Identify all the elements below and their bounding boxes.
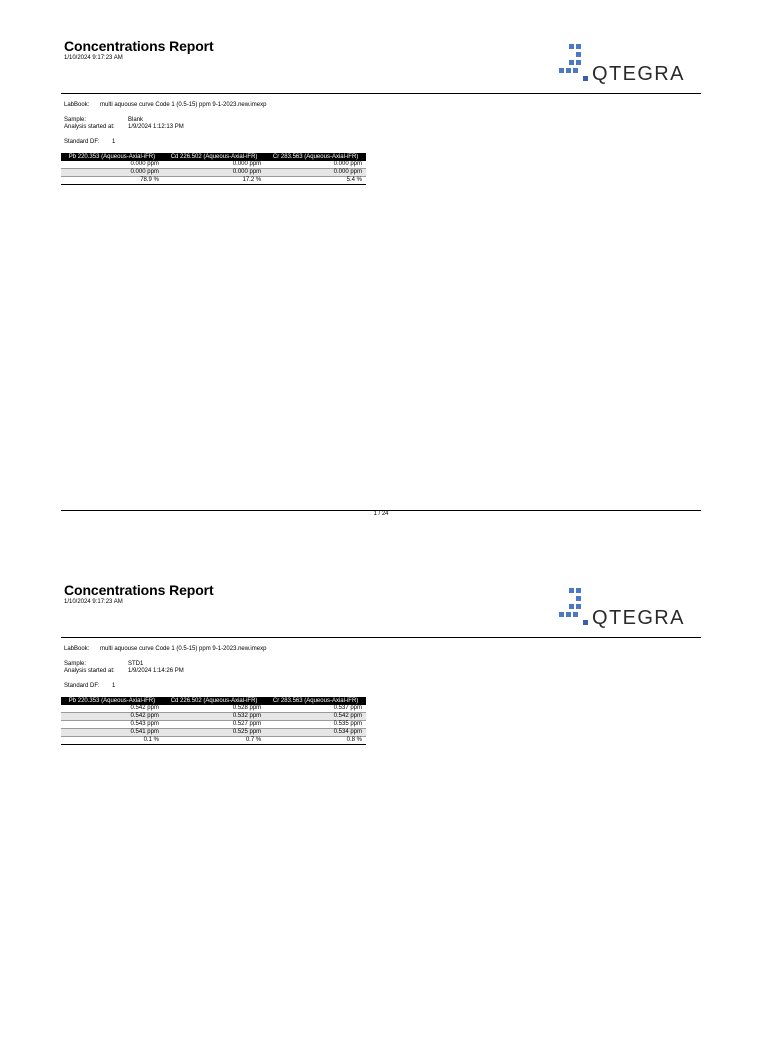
table-cell: 0.000 ppm: [265, 161, 366, 169]
table-cell: 0.542 ppm: [265, 713, 366, 721]
df-value: 1: [112, 139, 116, 145]
column-header-cd: Cd 226.502 (Aqueous-Axial-iFR): [163, 153, 265, 161]
table-cell: 0.543 ppm: [61, 721, 163, 729]
table-cell: 78.9 %: [61, 177, 163, 185]
table-cell: 0.535 ppm: [265, 721, 366, 729]
table-cell: 0.000 ppm: [265, 169, 366, 177]
column-header-cd: Cd 226.502 (Aqueous-Axial-iFR): [163, 697, 265, 705]
column-header-cr: Cr 283.563 (Aqueous-Axial-iFR): [265, 153, 366, 161]
table-row: [61, 161, 366, 169]
table-cell: 0.542 ppm: [61, 713, 163, 721]
table-cell: 0.000 ppm: [163, 161, 265, 169]
table-header-row: [61, 697, 366, 705]
table-row: [61, 713, 366, 721]
table-cell: 0.000 ppm: [61, 169, 163, 177]
table-cell: 0.000 ppm: [163, 169, 265, 177]
logo-wordmark: QTEGRA: [592, 607, 685, 629]
sample-value: STD1: [128, 661, 144, 667]
table-cell: 0.532 ppm: [163, 713, 265, 721]
sample-label: Sample:: [64, 117, 87, 123]
table-cell: 0.525 ppm: [163, 729, 265, 737]
labbook-label: LabBook:: [64, 102, 90, 108]
report-page-2: [0, 544, 768, 1044]
df-label: Standard DF:: [64, 683, 100, 689]
table-cell: 0.8 %: [265, 737, 366, 745]
table-cell: 0.537 ppm: [265, 705, 366, 713]
table-cell: 5.4 %: [265, 177, 366, 185]
labbook-row: [64, 646, 89, 652]
labbook-row: [64, 102, 89, 108]
table-cell: 0.1 %: [61, 737, 163, 745]
table-row-rsd: [61, 737, 366, 745]
table-header-row: [61, 153, 366, 161]
df-row: [64, 683, 100, 689]
report-title: Concentrations Report: [64, 582, 214, 598]
table-row: [61, 705, 366, 713]
report-datetime: 1/10/2024 9:17:23 AM: [64, 55, 123, 61]
labbook-value: multi aquouse curve Code 1 (0.5-15) ppm 9-1-2023.new.imexp: [100, 646, 267, 652]
table-row: [61, 729, 366, 737]
report-title: Concentrations Report: [64, 38, 214, 54]
table-cell: 0.7 %: [163, 737, 265, 745]
analysis-row: [64, 668, 115, 674]
concentrations-table: [61, 153, 366, 185]
column-header-pb: Pb 220.353 (Aqueous-Axial-iFR): [61, 697, 163, 705]
table-cell: 0.528 ppm: [163, 705, 265, 713]
table-cell: 0.534 ppm: [265, 729, 366, 737]
analysis-value: 1/9/2024 1:14:26 PM: [128, 668, 184, 674]
logo-wordmark: QTEGRA: [592, 63, 685, 85]
analysis-row: [64, 124, 115, 130]
report-datetime: 1/10/2024 9:17:23 AM: [64, 599, 123, 605]
analysis-value: 1/9/2024 1:12:13 PM: [128, 124, 184, 130]
df-value: 1: [112, 683, 116, 689]
column-header-cr: Cr 283.563 (Aqueous-Axial-iFR): [265, 697, 366, 705]
df-label: Standard DF:: [64, 139, 100, 145]
report-page-1: [0, 0, 768, 517]
sample-value: Blank: [128, 117, 144, 123]
page-number: 1 / 24: [373, 511, 389, 517]
labbook-label: LabBook:: [64, 646, 90, 652]
table-cell: 17.2 %: [163, 177, 265, 185]
header-divider: [61, 637, 701, 638]
df-row: [64, 139, 100, 145]
concentrations-table: [61, 697, 366, 745]
analysis-label: Analysis started at:: [64, 124, 115, 130]
sample-row: [64, 661, 86, 667]
table-row: [61, 169, 366, 177]
analysis-label: Analysis started at:: [64, 668, 115, 674]
header-divider: [61, 93, 701, 94]
table-cell: 0.527 ppm: [163, 721, 265, 729]
labbook-value: multi aquouse curve Code 1 (0.5-15) ppm 9-1-2023.new.imexp: [100, 102, 267, 108]
sample-row: [64, 117, 86, 123]
qtegra-logo: [559, 588, 694, 628]
table-row: [61, 721, 366, 729]
table-cell: 0.542 ppm: [61, 705, 163, 713]
column-header-pb: Pb 220.353 (Aqueous-Axial-iFR): [61, 153, 163, 161]
table-cell: 0.000 ppm: [61, 161, 163, 169]
sample-label: Sample:: [64, 661, 87, 667]
qtegra-logo: [559, 44, 694, 84]
table-row-rsd: [61, 177, 366, 185]
table-cell: 0.541 ppm: [61, 729, 163, 737]
